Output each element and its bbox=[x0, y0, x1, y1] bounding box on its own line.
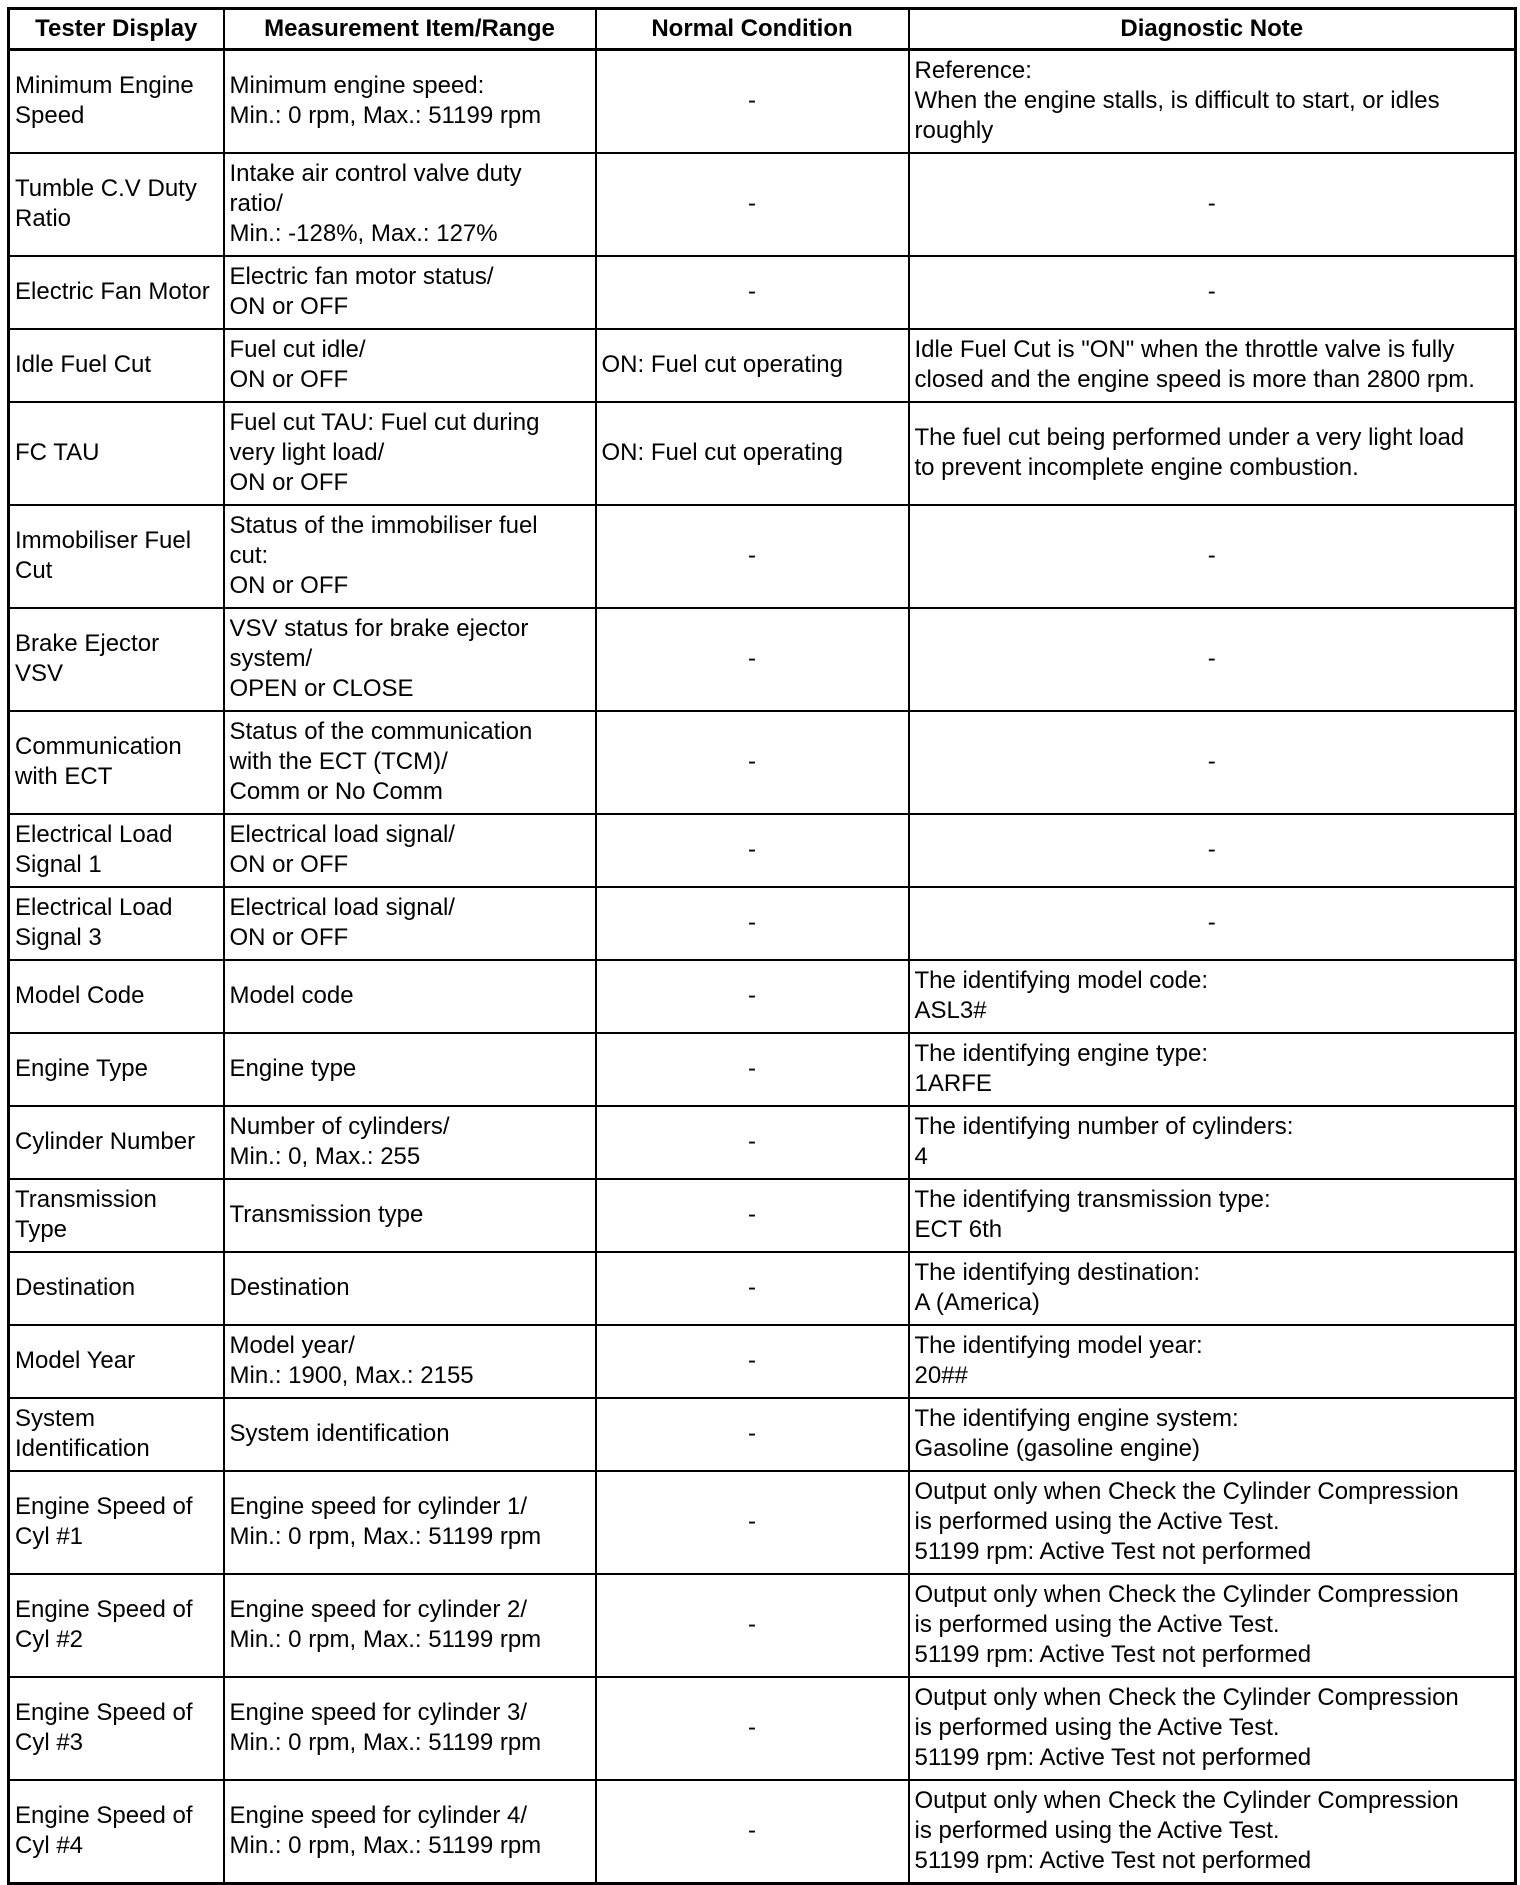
cell-diagnostic-note: - bbox=[909, 608, 1516, 711]
cell-diagnostic-note: - bbox=[909, 505, 1516, 608]
data-list-page bbox=[7, 7, 1514, 1885]
table-row bbox=[9, 887, 1516, 960]
cell-normal-condition: - bbox=[596, 1574, 909, 1677]
cell-measurement-item: Number of cylinders/ Min.: 0, Max.: 255 bbox=[224, 1106, 596, 1179]
cell-normal-condition: - bbox=[596, 1677, 909, 1780]
cell-tester-display: Model Year bbox=[9, 1325, 224, 1398]
cell-measurement-item: Engine speed for cylinder 2/ Min.: 0 rpm, Max.: 51199 rpm bbox=[224, 1574, 596, 1677]
cell-measurement-item: Electric fan motor status/ ON or OFF bbox=[224, 256, 596, 329]
cell-measurement-item: Intake air control valve duty ratio/ Min.: -128%, Max.: 127% bbox=[224, 153, 596, 256]
table-row bbox=[9, 50, 1516, 154]
cell-normal-condition: - bbox=[596, 50, 909, 154]
cell-normal-condition: - bbox=[596, 1325, 909, 1398]
table-row bbox=[9, 256, 1516, 329]
cell-tester-display: FC TAU bbox=[9, 402, 224, 505]
cell-measurement-item: Minimum engine speed: Min.: 0 rpm, Max.: 51199 rpm bbox=[224, 50, 596, 154]
cell-diagnostic-note: - bbox=[909, 711, 1516, 814]
cell-tester-display: System Identification bbox=[9, 1398, 224, 1471]
table-row bbox=[9, 505, 1516, 608]
cell-normal-condition: - bbox=[596, 1780, 909, 1884]
cell-normal-condition: ON: Fuel cut operating bbox=[596, 402, 909, 505]
cell-normal-condition: - bbox=[596, 1179, 909, 1252]
cell-tester-display: Tumble C.V Duty Ratio bbox=[9, 153, 224, 256]
table-row bbox=[9, 1471, 1516, 1574]
cell-tester-display: Immobiliser Fuel Cut bbox=[9, 505, 224, 608]
table-row bbox=[9, 711, 1516, 814]
cell-normal-condition: - bbox=[596, 814, 909, 887]
table-body bbox=[9, 50, 1516, 1884]
cell-diagnostic-note: - bbox=[909, 814, 1516, 887]
cell-measurement-item: Engine type bbox=[224, 1033, 596, 1106]
table-row bbox=[9, 608, 1516, 711]
cell-diagnostic-note: The identifying model code: ASL3# bbox=[909, 960, 1516, 1033]
cell-tester-display: Engine Speed of Cyl #1 bbox=[9, 1471, 224, 1574]
cell-measurement-item: Electrical load signal/ ON or OFF bbox=[224, 887, 596, 960]
header-diagnostic-note: Diagnostic Note bbox=[909, 9, 1516, 50]
table-row bbox=[9, 1780, 1516, 1884]
cell-normal-condition: - bbox=[596, 887, 909, 960]
cell-diagnostic-note: The fuel cut being performed under a very light load to prevent incomplete engine combustion. bbox=[909, 402, 1516, 505]
cell-diagnostic-note: The identifying engine type: 1ARFE bbox=[909, 1033, 1516, 1106]
cell-diagnostic-note: The identifying transmission type: ECT 6th bbox=[909, 1179, 1516, 1252]
cell-normal-condition: - bbox=[596, 1398, 909, 1471]
cell-diagnostic-note: The identifying destination: A (America) bbox=[909, 1252, 1516, 1325]
cell-diagnostic-note: Output only when Check the Cylinder Compression is performed using the Active Test. 51199 rpm: Active Test not performed bbox=[909, 1780, 1516, 1884]
data-list-table bbox=[7, 7, 1517, 1885]
table-row bbox=[9, 1325, 1516, 1398]
cell-measurement-item: Transmission type bbox=[224, 1179, 596, 1252]
header-measurement-item: Measurement Item/Range bbox=[224, 9, 596, 50]
table-row bbox=[9, 1574, 1516, 1677]
table-row bbox=[9, 1677, 1516, 1780]
cell-tester-display: Minimum Engine Speed bbox=[9, 50, 224, 154]
cell-measurement-item: Engine speed for cylinder 1/ Min.: 0 rpm, Max.: 51199 rpm bbox=[224, 1471, 596, 1574]
cell-normal-condition: - bbox=[596, 1033, 909, 1106]
cell-diagnostic-note: Output only when Check the Cylinder Compression is performed using the Active Test. 51199 rpm: Active Test not performed bbox=[909, 1677, 1516, 1780]
cell-tester-display: Engine Speed of Cyl #2 bbox=[9, 1574, 224, 1677]
table-row bbox=[9, 402, 1516, 505]
cell-measurement-item: Status of the immobiliser fuel cut: ON or OFF bbox=[224, 505, 596, 608]
cell-normal-condition: - bbox=[596, 1252, 909, 1325]
cell-normal-condition: ON: Fuel cut operating bbox=[596, 329, 909, 402]
cell-diagnostic-note: Idle Fuel Cut is "ON" when the throttle valve is fully closed and the engine speed is more than 2800 rpm. bbox=[909, 329, 1516, 402]
cell-normal-condition: - bbox=[596, 1106, 909, 1179]
cell-measurement-item: Model code bbox=[224, 960, 596, 1033]
table-row bbox=[9, 814, 1516, 887]
cell-tester-display: Idle Fuel Cut bbox=[9, 329, 224, 402]
cell-tester-display: Destination bbox=[9, 1252, 224, 1325]
header-tester-display: Tester Display bbox=[9, 9, 224, 50]
cell-tester-display: Transmission Type bbox=[9, 1179, 224, 1252]
cell-normal-condition: - bbox=[596, 256, 909, 329]
table-row bbox=[9, 329, 1516, 402]
cell-measurement-item: Destination bbox=[224, 1252, 596, 1325]
cell-diagnostic-note: Reference: When the engine stalls, is difficult to start, or idles roughly bbox=[909, 50, 1516, 154]
cell-measurement-item: Status of the communication with the ECT (TCM)/ Comm or No Comm bbox=[224, 711, 596, 814]
cell-measurement-item: Fuel cut TAU: Fuel cut during very light load/ ON or OFF bbox=[224, 402, 596, 505]
cell-normal-condition: - bbox=[596, 1471, 909, 1574]
cell-measurement-item: Engine speed for cylinder 4/ Min.: 0 rpm, Max.: 51199 rpm bbox=[224, 1780, 596, 1884]
cell-tester-display: Brake Ejector VSV bbox=[9, 608, 224, 711]
header-normal-condition: Normal Condition bbox=[596, 9, 909, 50]
table-row bbox=[9, 153, 1516, 256]
cell-normal-condition: - bbox=[596, 960, 909, 1033]
cell-tester-display: Electric Fan Motor bbox=[9, 256, 224, 329]
table-row bbox=[9, 1033, 1516, 1106]
table-header bbox=[9, 9, 1516, 50]
cell-tester-display: Model Code bbox=[9, 960, 224, 1033]
cell-tester-display: Electrical Load Signal 3 bbox=[9, 887, 224, 960]
cell-tester-display: Electrical Load Signal 1 bbox=[9, 814, 224, 887]
cell-normal-condition: - bbox=[596, 153, 909, 256]
cell-normal-condition: - bbox=[596, 505, 909, 608]
cell-normal-condition: - bbox=[596, 608, 909, 711]
cell-diagnostic-note: - bbox=[909, 887, 1516, 960]
cell-measurement-item: Electrical load signal/ ON or OFF bbox=[224, 814, 596, 887]
table-row bbox=[9, 1398, 1516, 1471]
cell-measurement-item: Engine speed for cylinder 3/ Min.: 0 rpm, Max.: 51199 rpm bbox=[224, 1677, 596, 1780]
cell-diagnostic-note: - bbox=[909, 153, 1516, 256]
cell-measurement-item: System identification bbox=[224, 1398, 596, 1471]
cell-tester-display: Communication with ECT bbox=[9, 711, 224, 814]
cell-diagnostic-note: The identifying number of cylinders: 4 bbox=[909, 1106, 1516, 1179]
table-row bbox=[9, 960, 1516, 1033]
header-row bbox=[9, 9, 1516, 50]
cell-measurement-item: Model year/ Min.: 1900, Max.: 2155 bbox=[224, 1325, 596, 1398]
cell-diagnostic-note: The identifying model year: 20## bbox=[909, 1325, 1516, 1398]
cell-tester-display: Engine Type bbox=[9, 1033, 224, 1106]
cell-measurement-item: Fuel cut idle/ ON or OFF bbox=[224, 329, 596, 402]
cell-measurement-item: VSV status for brake ejector system/ OPEN or CLOSE bbox=[224, 608, 596, 711]
table-row bbox=[9, 1106, 1516, 1179]
cell-tester-display: Cylinder Number bbox=[9, 1106, 224, 1179]
cell-tester-display: Engine Speed of Cyl #3 bbox=[9, 1677, 224, 1780]
cell-diagnostic-note: Output only when Check the Cylinder Compression is performed using the Active Test. 51199 rpm: Active Test not performed bbox=[909, 1471, 1516, 1574]
cell-diagnostic-note: Output only when Check the Cylinder Compression is performed using the Active Test. 51199 rpm: Active Test not performed bbox=[909, 1574, 1516, 1677]
table-row bbox=[9, 1252, 1516, 1325]
cell-tester-display: Engine Speed of Cyl #4 bbox=[9, 1780, 224, 1884]
cell-normal-condition: - bbox=[596, 711, 909, 814]
cell-diagnostic-note: The identifying engine system: Gasoline (gasoline engine) bbox=[909, 1398, 1516, 1471]
cell-diagnostic-note: - bbox=[909, 256, 1516, 329]
table-row bbox=[9, 1179, 1516, 1252]
